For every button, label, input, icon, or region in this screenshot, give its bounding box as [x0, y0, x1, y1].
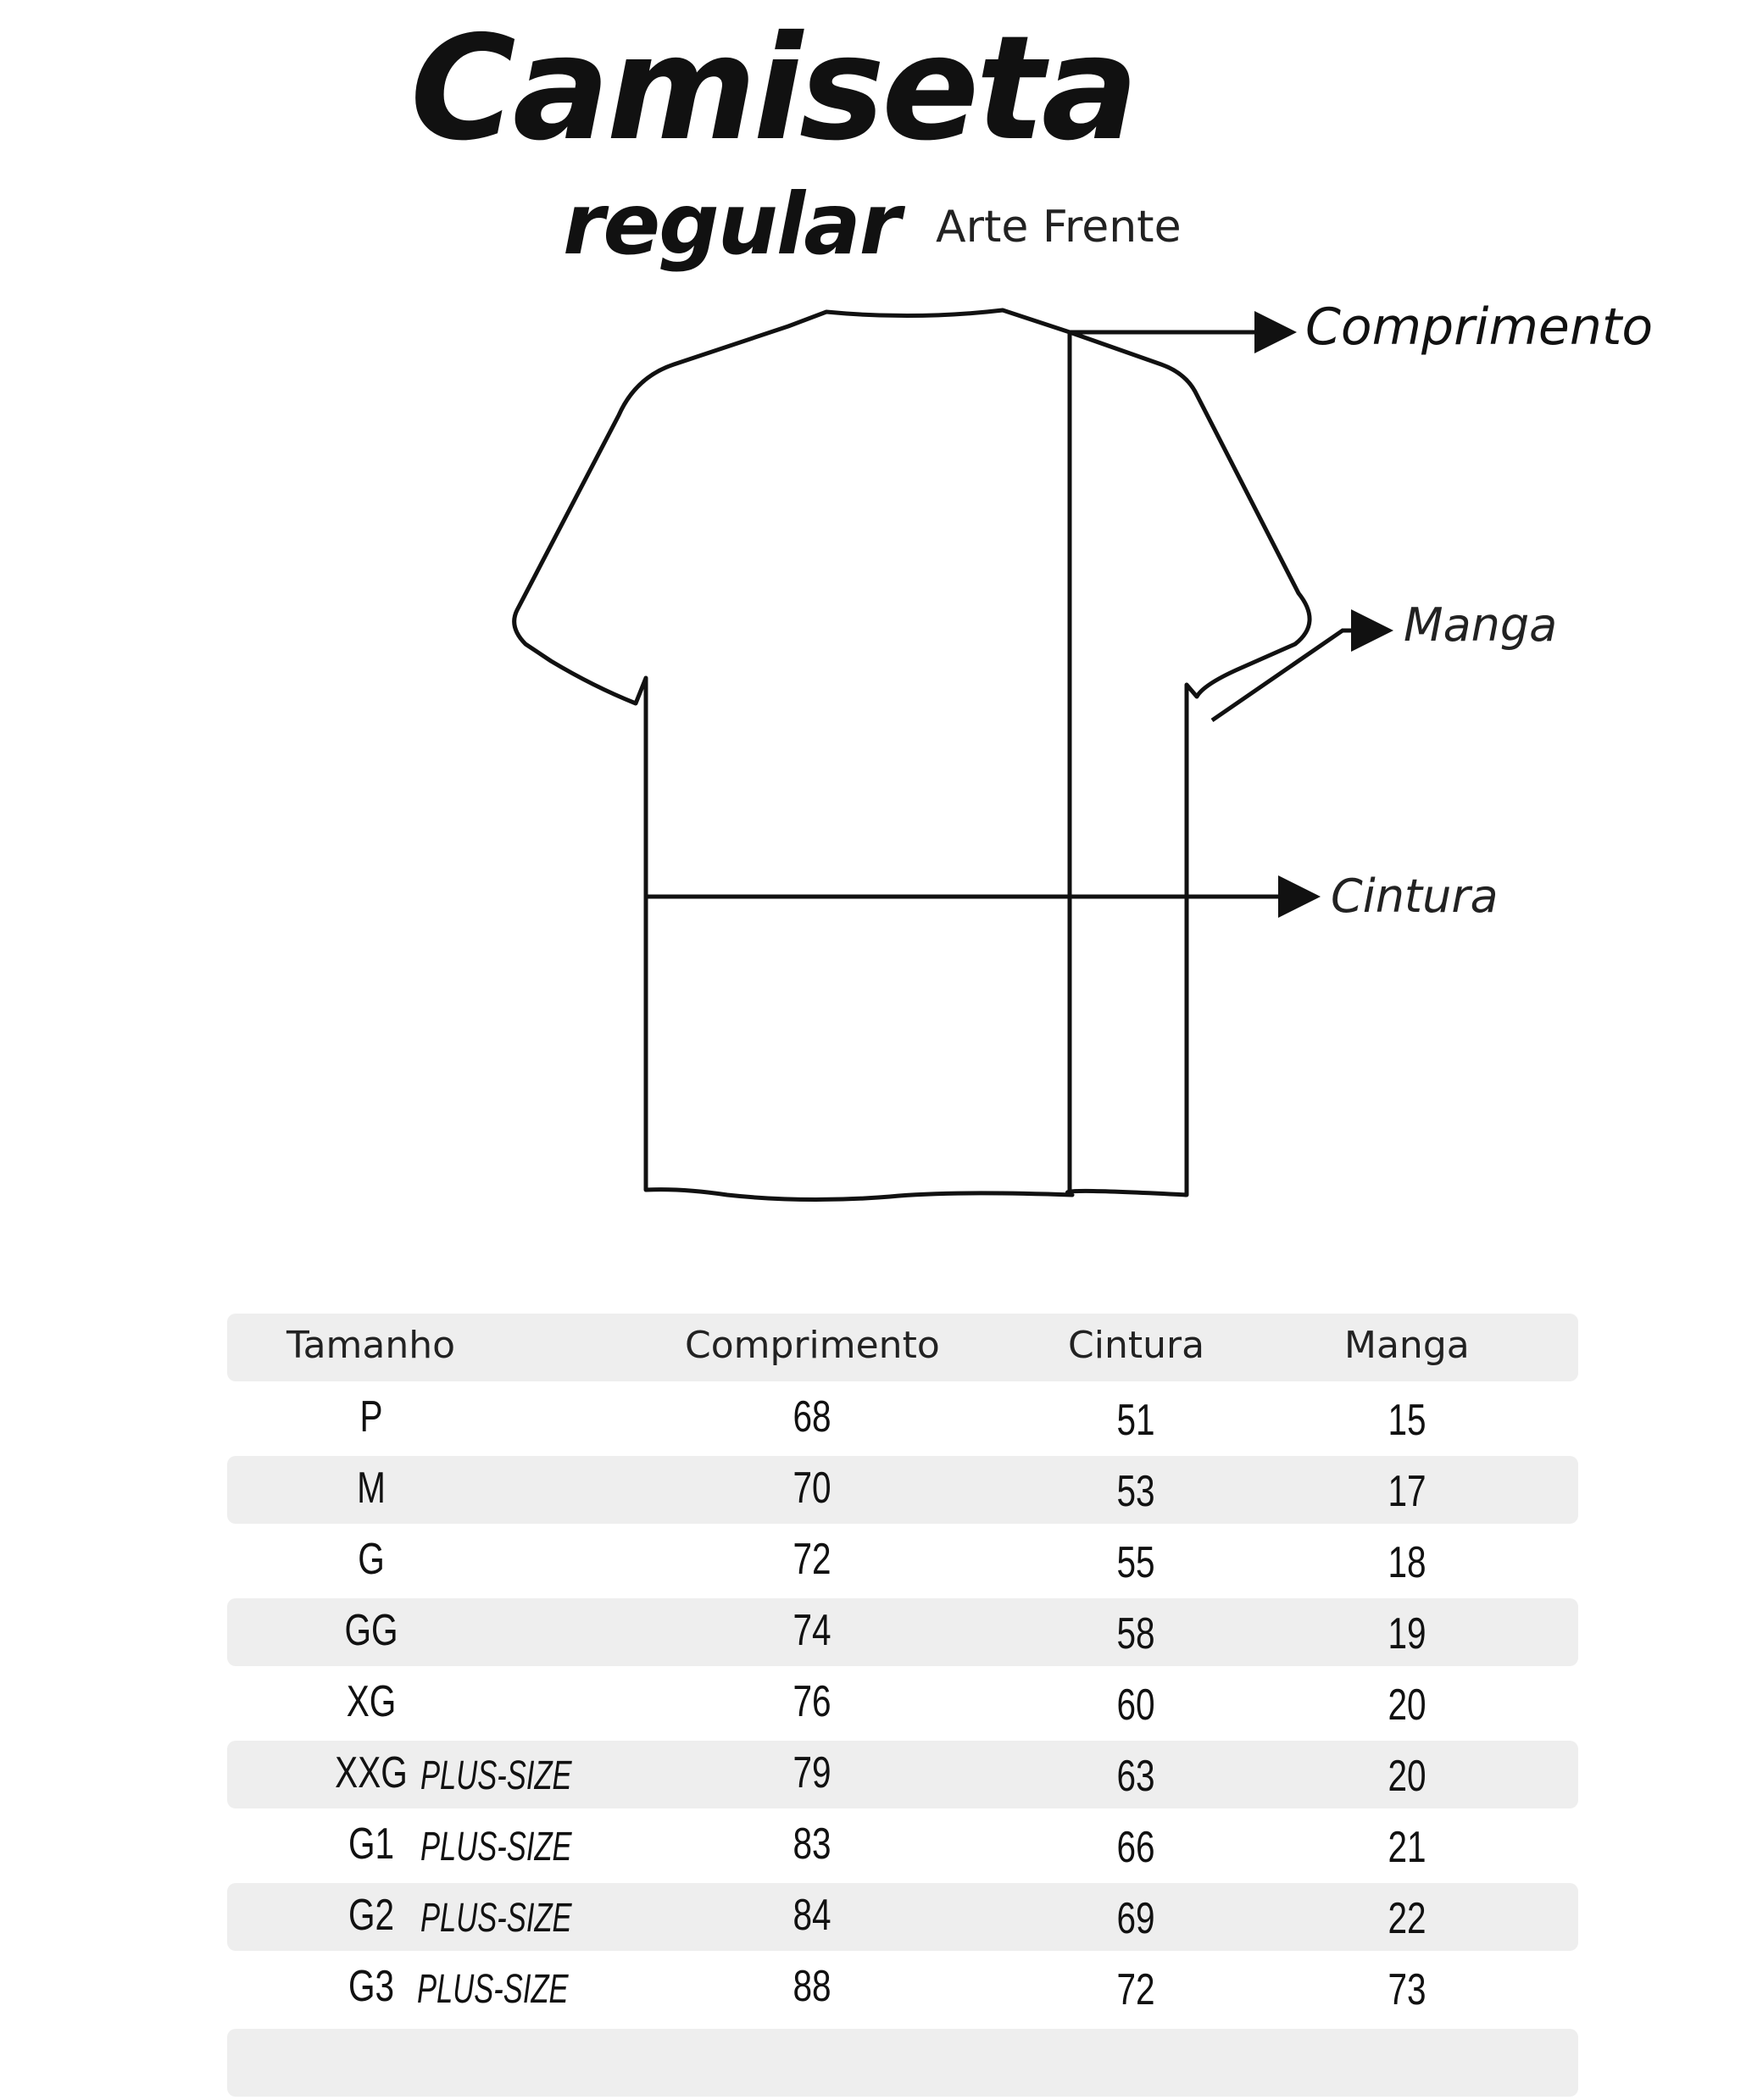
waist-cell: 51 — [1116, 1396, 1155, 1445]
size-cell: P — [359, 1392, 383, 1442]
plus-size-tag: PLUS-SIZE — [420, 1896, 572, 1941]
length-label: Comprimento — [1305, 297, 1654, 357]
size-cell: XG — [346, 1677, 397, 1726]
waist-cell: 72 — [1116, 1965, 1155, 2014]
length-cell: 74 — [793, 1606, 831, 1655]
sleeve-cell: 22 — [1388, 1894, 1427, 1943]
header-length: Comprimento — [685, 1324, 940, 1367]
size-cell: G3 — [348, 1962, 395, 2011]
size-cell: G — [358, 1535, 385, 1584]
plus-size-tag: PLUS-SIZE — [420, 1825, 572, 1869]
length-cell: 83 — [793, 1819, 831, 1869]
header-sleeve: Manga — [1344, 1324, 1470, 1367]
sleeve-cell: 15 — [1388, 1396, 1427, 1445]
size-cell: G1 — [348, 1819, 395, 1869]
size-cell: M — [357, 1464, 386, 1513]
size-cell: G2 — [348, 1891, 395, 1940]
waist-cell: 66 — [1116, 1823, 1155, 1872]
length-cell: 84 — [793, 1891, 831, 1940]
product-title: Camiseta — [410, 5, 1136, 173]
length-cell: 68 — [793, 1392, 831, 1442]
sleeve-cell: 21 — [1388, 1823, 1427, 1872]
length-cell: 79 — [793, 1748, 831, 1797]
length-cell: 70 — [793, 1464, 831, 1513]
length-cell: 88 — [793, 1962, 831, 2011]
length-cell: 72 — [793, 1535, 831, 1584]
header-waist: Cintura — [1068, 1324, 1205, 1367]
row-band — [227, 2029, 1578, 2097]
waist-cell: 55 — [1116, 1538, 1155, 1587]
sleeve-cell: 19 — [1388, 1609, 1427, 1658]
product-subtitle: regular — [563, 175, 899, 274]
sleeve-cell: 20 — [1388, 1752, 1427, 1801]
waist-cell: 69 — [1116, 1894, 1155, 1943]
size-cell: XXG — [335, 1748, 408, 1797]
sleeve-cell: 18 — [1388, 1538, 1427, 1587]
waist-label: Cintura — [1331, 869, 1499, 923]
plus-size-tag: PLUS-SIZE — [420, 1753, 572, 1798]
size-cell: GG — [344, 1606, 398, 1655]
sleeve-cell: 73 — [1388, 1965, 1427, 2014]
header-size: Tamanho — [286, 1324, 456, 1367]
tshirt-outline — [514, 310, 1310, 1200]
length-cell: 76 — [793, 1677, 831, 1726]
waist-cell: 53 — [1116, 1467, 1155, 1516]
waist-cell: 63 — [1116, 1752, 1155, 1801]
waist-cell: 60 — [1116, 1681, 1155, 1730]
sleeve-cell: 17 — [1388, 1467, 1427, 1516]
plus-size-tag: PLUS-SIZE — [417, 1967, 569, 2012]
sleeve-cell: 20 — [1388, 1681, 1427, 1730]
print-position-note: Arte Frente — [936, 202, 1182, 253]
waist-cell: 58 — [1116, 1609, 1155, 1658]
sleeve-label: Manga — [1404, 598, 1558, 652]
